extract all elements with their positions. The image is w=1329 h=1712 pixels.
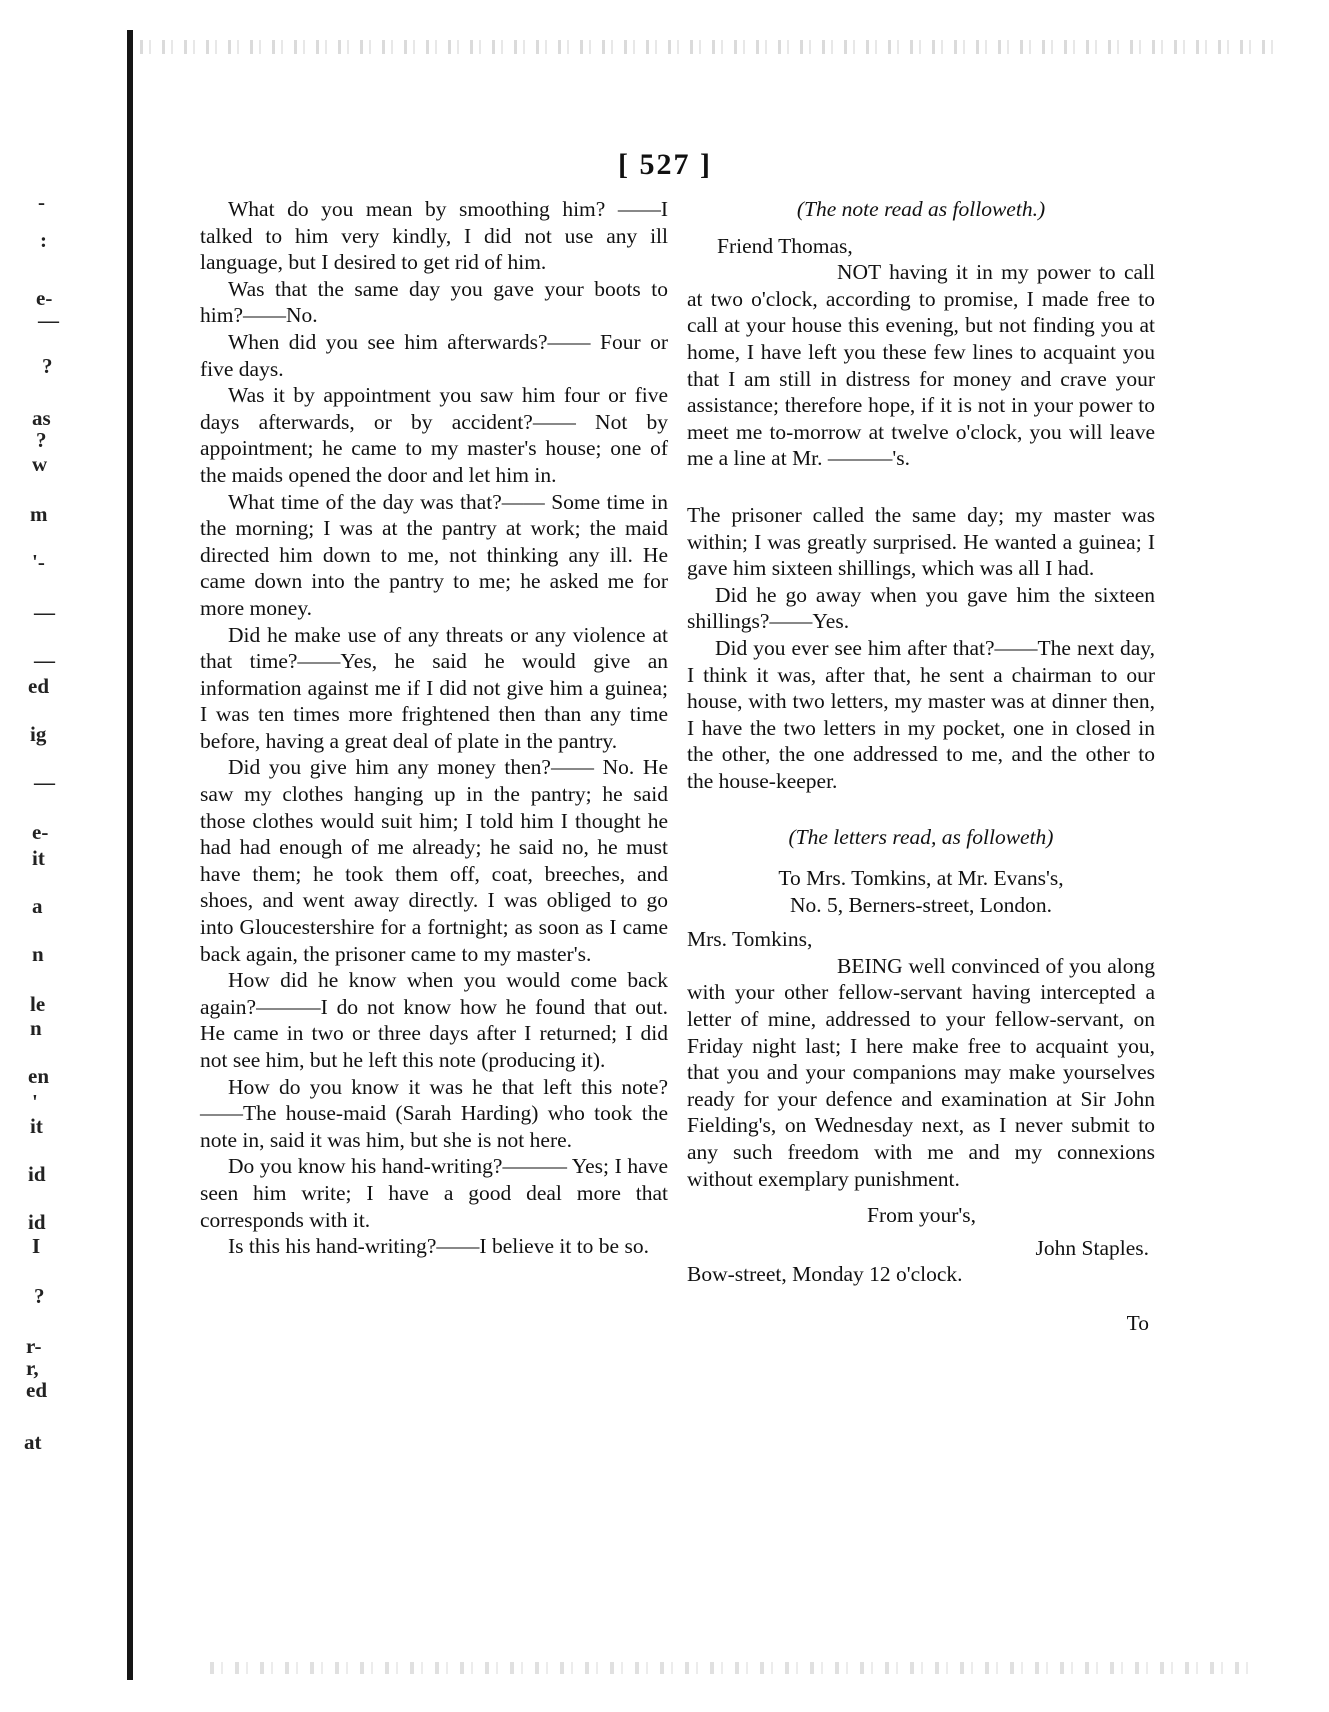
letter-body: BEING well convinced of you along with your other fellow-servant having intercepted a letter of mine, addressed to your fellow-servant, on Friday night last; I here make free to acquaint you, that you and your companions may make yourselves ready for your defence and examination at Sir John Fielding's, on Wednesday next, as I never submit to any such freedom with me and my connexions without exemplary punishment. bbox=[687, 953, 1155, 1191]
note-heading: (The note read as followeth.) bbox=[796, 197, 1046, 221]
letter-address-line: No. 5, Berners-street, London. bbox=[789, 892, 1053, 917]
paragraph: Was it by appointment you saw him four or five days afterwards, or by accident?—— Not by appointment; he came to my master's house; one of the maids opened the door and let him in. bbox=[200, 383, 668, 487]
gutter-fragment: it bbox=[30, 1114, 43, 1138]
paragraph: How did he know when you would come back again?———I do not know how he found that out. He came in two or three days after I returned; I did not see him, but he left this note (producing it). bbox=[200, 968, 668, 1072]
gutter-fragment: a bbox=[32, 894, 43, 918]
note-body: NOT having it in my power to call at two o'clock, according to promise, I made free to call at your house this evening, but not finding you at home, I have left you these few lines to acquaint you that I am still in distress for money and crave your assistance; therefore hope, if it is not in your power to meet me to-morrow at twelve o'clock, you will leave me a line at Mr. ———'s. bbox=[687, 260, 1155, 471]
gutter-fragment: en bbox=[28, 1064, 49, 1088]
gutter-fragment: it bbox=[32, 846, 45, 870]
gutter-fragment: — bbox=[34, 600, 55, 624]
gutter-fragment: w bbox=[32, 452, 48, 476]
gutter-fragment: id bbox=[28, 1210, 46, 1234]
gutter-fragment: r, bbox=[26, 1356, 39, 1380]
gutter-fragment: n bbox=[32, 942, 44, 966]
gutter-fragment: I bbox=[32, 1234, 41, 1258]
paragraph: When did you see him afterwards?—— Four or five days. bbox=[200, 329, 668, 381]
gutter-fragments bbox=[0, 0, 120, 1712]
letters-heading: (The letters read, as followeth) bbox=[788, 825, 1054, 850]
gutter-fragment: r- bbox=[26, 1334, 42, 1358]
gutter-fragment: n bbox=[30, 1016, 42, 1040]
letter-dateline: Bow-street, Monday 12 o'clock. bbox=[687, 1262, 963, 1287]
paragraph: Did he make use of any threats or any violence at that time?——Yes, he said he would give an information against me if I did not give him a guinea; I was ten times more frightened then than any time before, having a great deal of plate in the pantry. bbox=[200, 622, 668, 753]
paragraph: Was that the same day you gave your boots to him?——No. bbox=[200, 276, 668, 328]
paragraph: What do you mean by smoothing him? ——I talked to him very kindly, I did not use any ill language, but I desired to get rid of him. bbox=[200, 197, 668, 275]
letter-address-line: To Mrs. Tomkins, at Mr. Evans's, bbox=[778, 866, 1064, 891]
gutter-fragment: : bbox=[40, 228, 47, 252]
letter-signature: John Staples. bbox=[1035, 1235, 1149, 1260]
gutter-fragment: le bbox=[30, 992, 46, 1016]
paragraph: What time of the day was that?—— Some time in the morning; I was at the pantry at work; the maid directed him down to me, not thinking any ill. He came down into the pantry to me; he asked me for more money. bbox=[200, 489, 668, 620]
gutter-fragment: id bbox=[28, 1162, 46, 1186]
gutter-fragment: e- bbox=[32, 820, 49, 844]
scan-top-noise bbox=[140, 40, 1280, 54]
gutter-fragment: ? bbox=[42, 354, 53, 378]
gutter-fragment: ed bbox=[28, 674, 49, 698]
catchword: To bbox=[1126, 1310, 1149, 1335]
paragraph: How do you know it was he that left this note?——The house-maid (Sarah Harding) who took the note in, said it was him, but she is not here. bbox=[200, 1074, 668, 1152]
gutter-fragment: '- bbox=[32, 550, 45, 574]
testimony-paragraph: Did you ever see him after that?——The next day, I think it was, after that, he sent a chairman to our house, with two letters, my master was at dinner then, I have the two letters in my pocket, one in closed in the other, the one addressed to me, and the other to the house-keeper. bbox=[687, 635, 1155, 793]
right-column bbox=[687, 196, 1155, 1337]
paragraph: Is this his hand-writing?——I believe it to be so. bbox=[228, 1234, 649, 1259]
gutter-fragment: ? bbox=[34, 1284, 45, 1308]
left-column bbox=[200, 196, 668, 1260]
scan-bottom-noise bbox=[210, 1662, 1250, 1674]
gutter-fragment: — bbox=[34, 648, 55, 672]
gutter-fragment: ed bbox=[26, 1378, 47, 1402]
binding-rule bbox=[127, 30, 133, 1680]
paragraph: Did you give him any money then?—— No. He saw my clothes hanging up in the pantry; he said those clothes would suit him; I told him I thought he had had enough of me already; he said no, he must have them; he took them off, coat, breeches, and shoes, and went away directly. I was obliged to go into Gloucestershire for a fortnight; as soon as I came back again, the prisoner came to my master's. bbox=[200, 755, 668, 966]
testimony-paragraph: The prisoner called the same day; my master was within; I was greatly surprised. He wanted a guinea; I gave him sixteen shillings, which was all I had. bbox=[687, 502, 1155, 581]
page-number: [ 527 ] bbox=[618, 148, 712, 181]
gutter-fragment: ' bbox=[32, 1090, 38, 1114]
gutter-fragment: as bbox=[32, 406, 51, 430]
letter-salutation: Mrs. Tomkins, bbox=[687, 927, 813, 952]
gutter-fragment: — bbox=[34, 770, 55, 794]
testimony-paragraph: Did he go away when you gave him the sixteen shillings?——Yes. bbox=[687, 582, 1155, 634]
letter-closing: From your's, bbox=[867, 1203, 976, 1228]
paragraph: Do you know his hand-writing?——— Yes; I have seen him write; I have a good deal more that corresponds with it. bbox=[200, 1154, 668, 1232]
gutter-fragment: — bbox=[38, 308, 59, 332]
gutter-fragment: ig bbox=[30, 722, 47, 746]
gutter-fragment: e- bbox=[36, 286, 53, 310]
gutter-fragment: at bbox=[24, 1430, 42, 1454]
note-salutation: Friend Thomas, bbox=[717, 233, 853, 258]
gutter-fragment: ? bbox=[36, 428, 47, 452]
gutter-fragment: - bbox=[38, 190, 45, 214]
gutter-fragment: m bbox=[30, 502, 48, 526]
